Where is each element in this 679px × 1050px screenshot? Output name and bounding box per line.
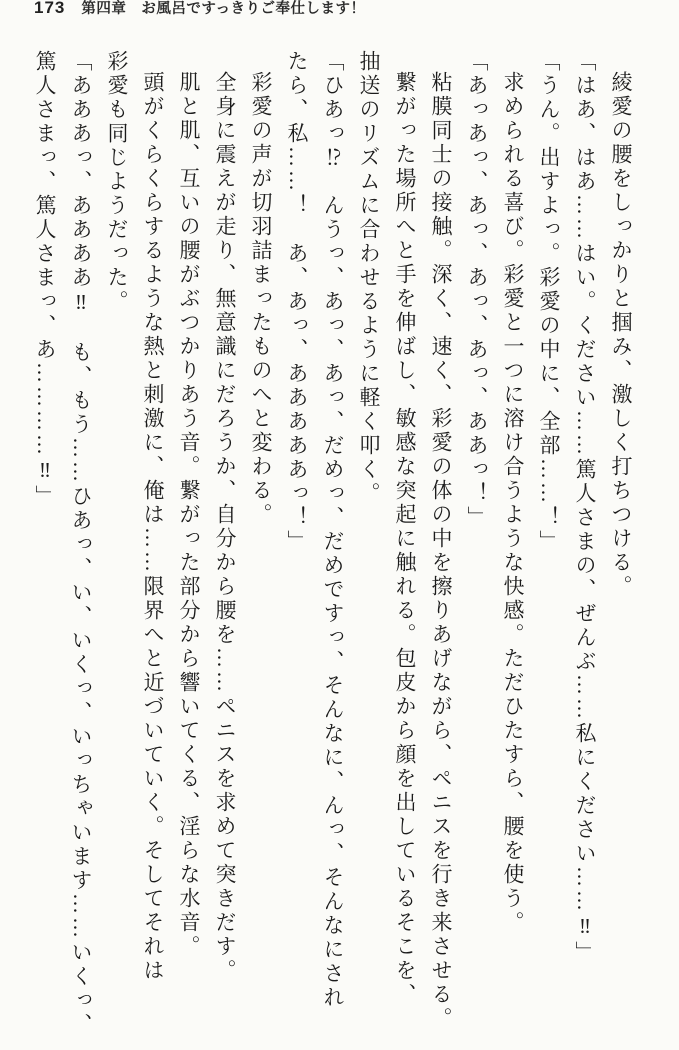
text-line: 彩愛の声が切羽詰まったものへと変わる。 <box>249 71 273 527</box>
text-line: 粘膜同士の接触。深く、速く、彩愛の体の中を擦りあげながら、ペニスを行き来させる。 <box>429 71 453 1031</box>
text-line: 「あっあっ、あっ、あっ、あっ、ああっ！」 <box>465 50 489 530</box>
text-line: 求められる喜び。彩愛と一つに溶け合うような快感。ただひたすら、腰を使う。 <box>501 71 525 935</box>
text-line: 「ひあっ⁉ んうっ、あっ、あっ、だめっ、だめですっ、そんなに、んっ、そんなにされ <box>321 50 345 1010</box>
text-line: 繋がった場所へと手を伸ばし、敏感な突起に触れる。包皮から顔を出しているそこを、 <box>393 71 417 1007</box>
text-line: 綾愛の腰をしっかりと掴み、激しく打ちつける。 <box>609 71 633 599</box>
body-text <box>27 50 639 1046</box>
text-line: 「あああっ、ああああ‼ も、もう……ひあっ、い、いくっ、いっちゃいます……いくっ、 <box>69 50 93 1037</box>
text-line: 肌と肌、互いの腰がぶつかりあう音。繋がった部分から響いてくる、淫らな水音。 <box>177 71 201 959</box>
text-line: 抽送のリズムに合わせるように軽く叩く。 <box>357 50 381 506</box>
text-line: 頭がくらくらするような熱と刺激に、俺は……限界へと近づいていく。そしてそれは <box>141 71 165 983</box>
chapter-title: 第四章 お風呂ですっきりご奉仕します！ <box>81 1 366 17</box>
text-line: 彩愛も同じようだった。 <box>105 50 129 314</box>
text-line: 「はあ、はあ……はい。ください……篤人さまの、ぜんぶ……私にください……‼」 <box>573 50 597 965</box>
text-line: たら、私……！ あ、あっ、あああああっ！」 <box>285 50 309 554</box>
text-line: 篤人さまっ、篤人さまっ、あ…………‼」 <box>33 50 57 509</box>
text-line: 全身に震えが走り、無意識にだろうか、自分から腰を……ペニスを求めて突きだす。 <box>213 71 237 983</box>
text-line: 「うん。出すよっ。彩愛の中に、全部……！」 <box>537 50 561 554</box>
running-head <box>34 0 366 18</box>
page-number: 173 <box>34 0 66 17</box>
